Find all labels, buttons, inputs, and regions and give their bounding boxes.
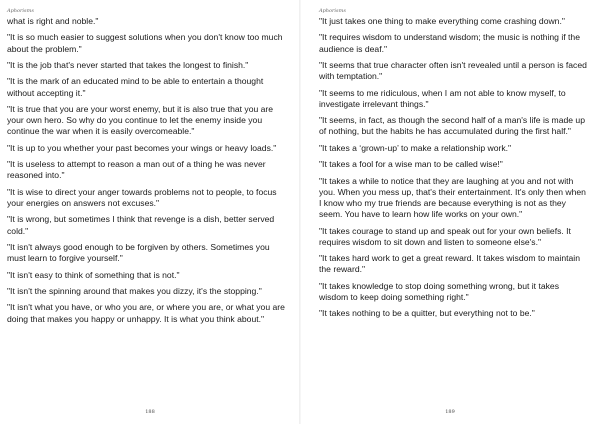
quote-entry: "It takes knowledge to stop doing something wrong, but it takes wisdom to keep doing something right." [319, 280, 559, 302]
quote-entry: "It is wrong, but sometimes I think that revenge is a dish, better served cold." [7, 214, 275, 236]
quote-entry: "It isn't easy to think of something that is not." [7, 269, 180, 280]
quote-entry: "It isn't the spinning around that makes you dizzy, it's the stopping." [7, 285, 262, 296]
page-gutter [299, 0, 301, 424]
quote-entry: "It is useless to attempt to reason a man out of a thing he was never reasoned into." [7, 159, 266, 181]
running-head: Aphorisms [7, 8, 34, 14]
quote-entry: "It seems to me ridiculous, when I am not able to know myself, to investigate irrelevant things." [319, 87, 566, 109]
quote-entry: "It takes courage to stand up and speak out for your own beliefs. It requires wisdom to sit down and listen to someone else's." [319, 225, 571, 247]
left-page-entries [7, 16, 288, 325]
quote-entry: "It takes nothing to be a quitter, but everything not to be." [319, 308, 535, 319]
quote-entry: "It just takes one thing to make everything come crashing down." [319, 16, 565, 26]
quote-entry: "It takes hard work to get a great reward. It takes wisdom to maintain the reward." [319, 253, 580, 275]
running-head: Aphorisms [319, 8, 346, 14]
quote-entry: "It takes a ‘grown-up’ to make a relationship work." [319, 142, 512, 153]
quote-entry: "It is true that you are your worst enemy, but it is also true that you are your own hero. So why do you continue to let the enemy inside you continue the war when it is easily overcomeable." [7, 103, 274, 137]
right-page-entries [319, 16, 590, 320]
quote-entry: "It takes a while to notice that they are laughing at you and not with you. When you mess up, that's their entertainment. It's only then when I know who my true friends are because everything is not as they seem. You have to learn how life works on your own." [319, 175, 586, 220]
quote-entry: "It is up to you whether your past becomes your wings or heavy loads." [7, 142, 277, 153]
quote-entry: "It is so much easier to suggest solutions when you don't know too much about the problem." [7, 32, 283, 54]
quote-entry: "It is wise to direct your anger towards problems not to people, to focus your energies on answers not excuses." [7, 186, 277, 208]
quote-entry: "It isn't what you have, or who you are, or where you are, or what you are doing that makes you happy or unhappy. It is what you think about." [7, 302, 285, 324]
quote-entry: "It seems that true character often isn't revealed until a person is faced with temptation." [319, 59, 587, 82]
quote-entry: "It is the mark of an educated mind to be able to entertain a thought without accepting it." [7, 76, 264, 98]
quote-entry: "It is the job that's never started that takes the longest to finish." [7, 59, 249, 70]
right-page [300, 0, 600, 424]
quote-entry: "It requires wisdom to understand wisdom; the music is nothing if the audience is deaf." [319, 32, 580, 54]
quote-entry: what is right and noble." [7, 16, 99, 26]
quote-entry: "It isn't always good enough to be forgiven by others. Sometimes you must learn to forgive yourself." [7, 241, 270, 264]
quote-entry: "It takes a fool for a wise man to be called wise!" [319, 159, 503, 170]
page-number: 188 [145, 409, 155, 415]
page-number: 189 [445, 409, 455, 415]
quote-entry: "It seems, in fact, as though the second half of a man's life is made up of nothing, but the habits he has accumulated during the first half." [319, 115, 585, 137]
